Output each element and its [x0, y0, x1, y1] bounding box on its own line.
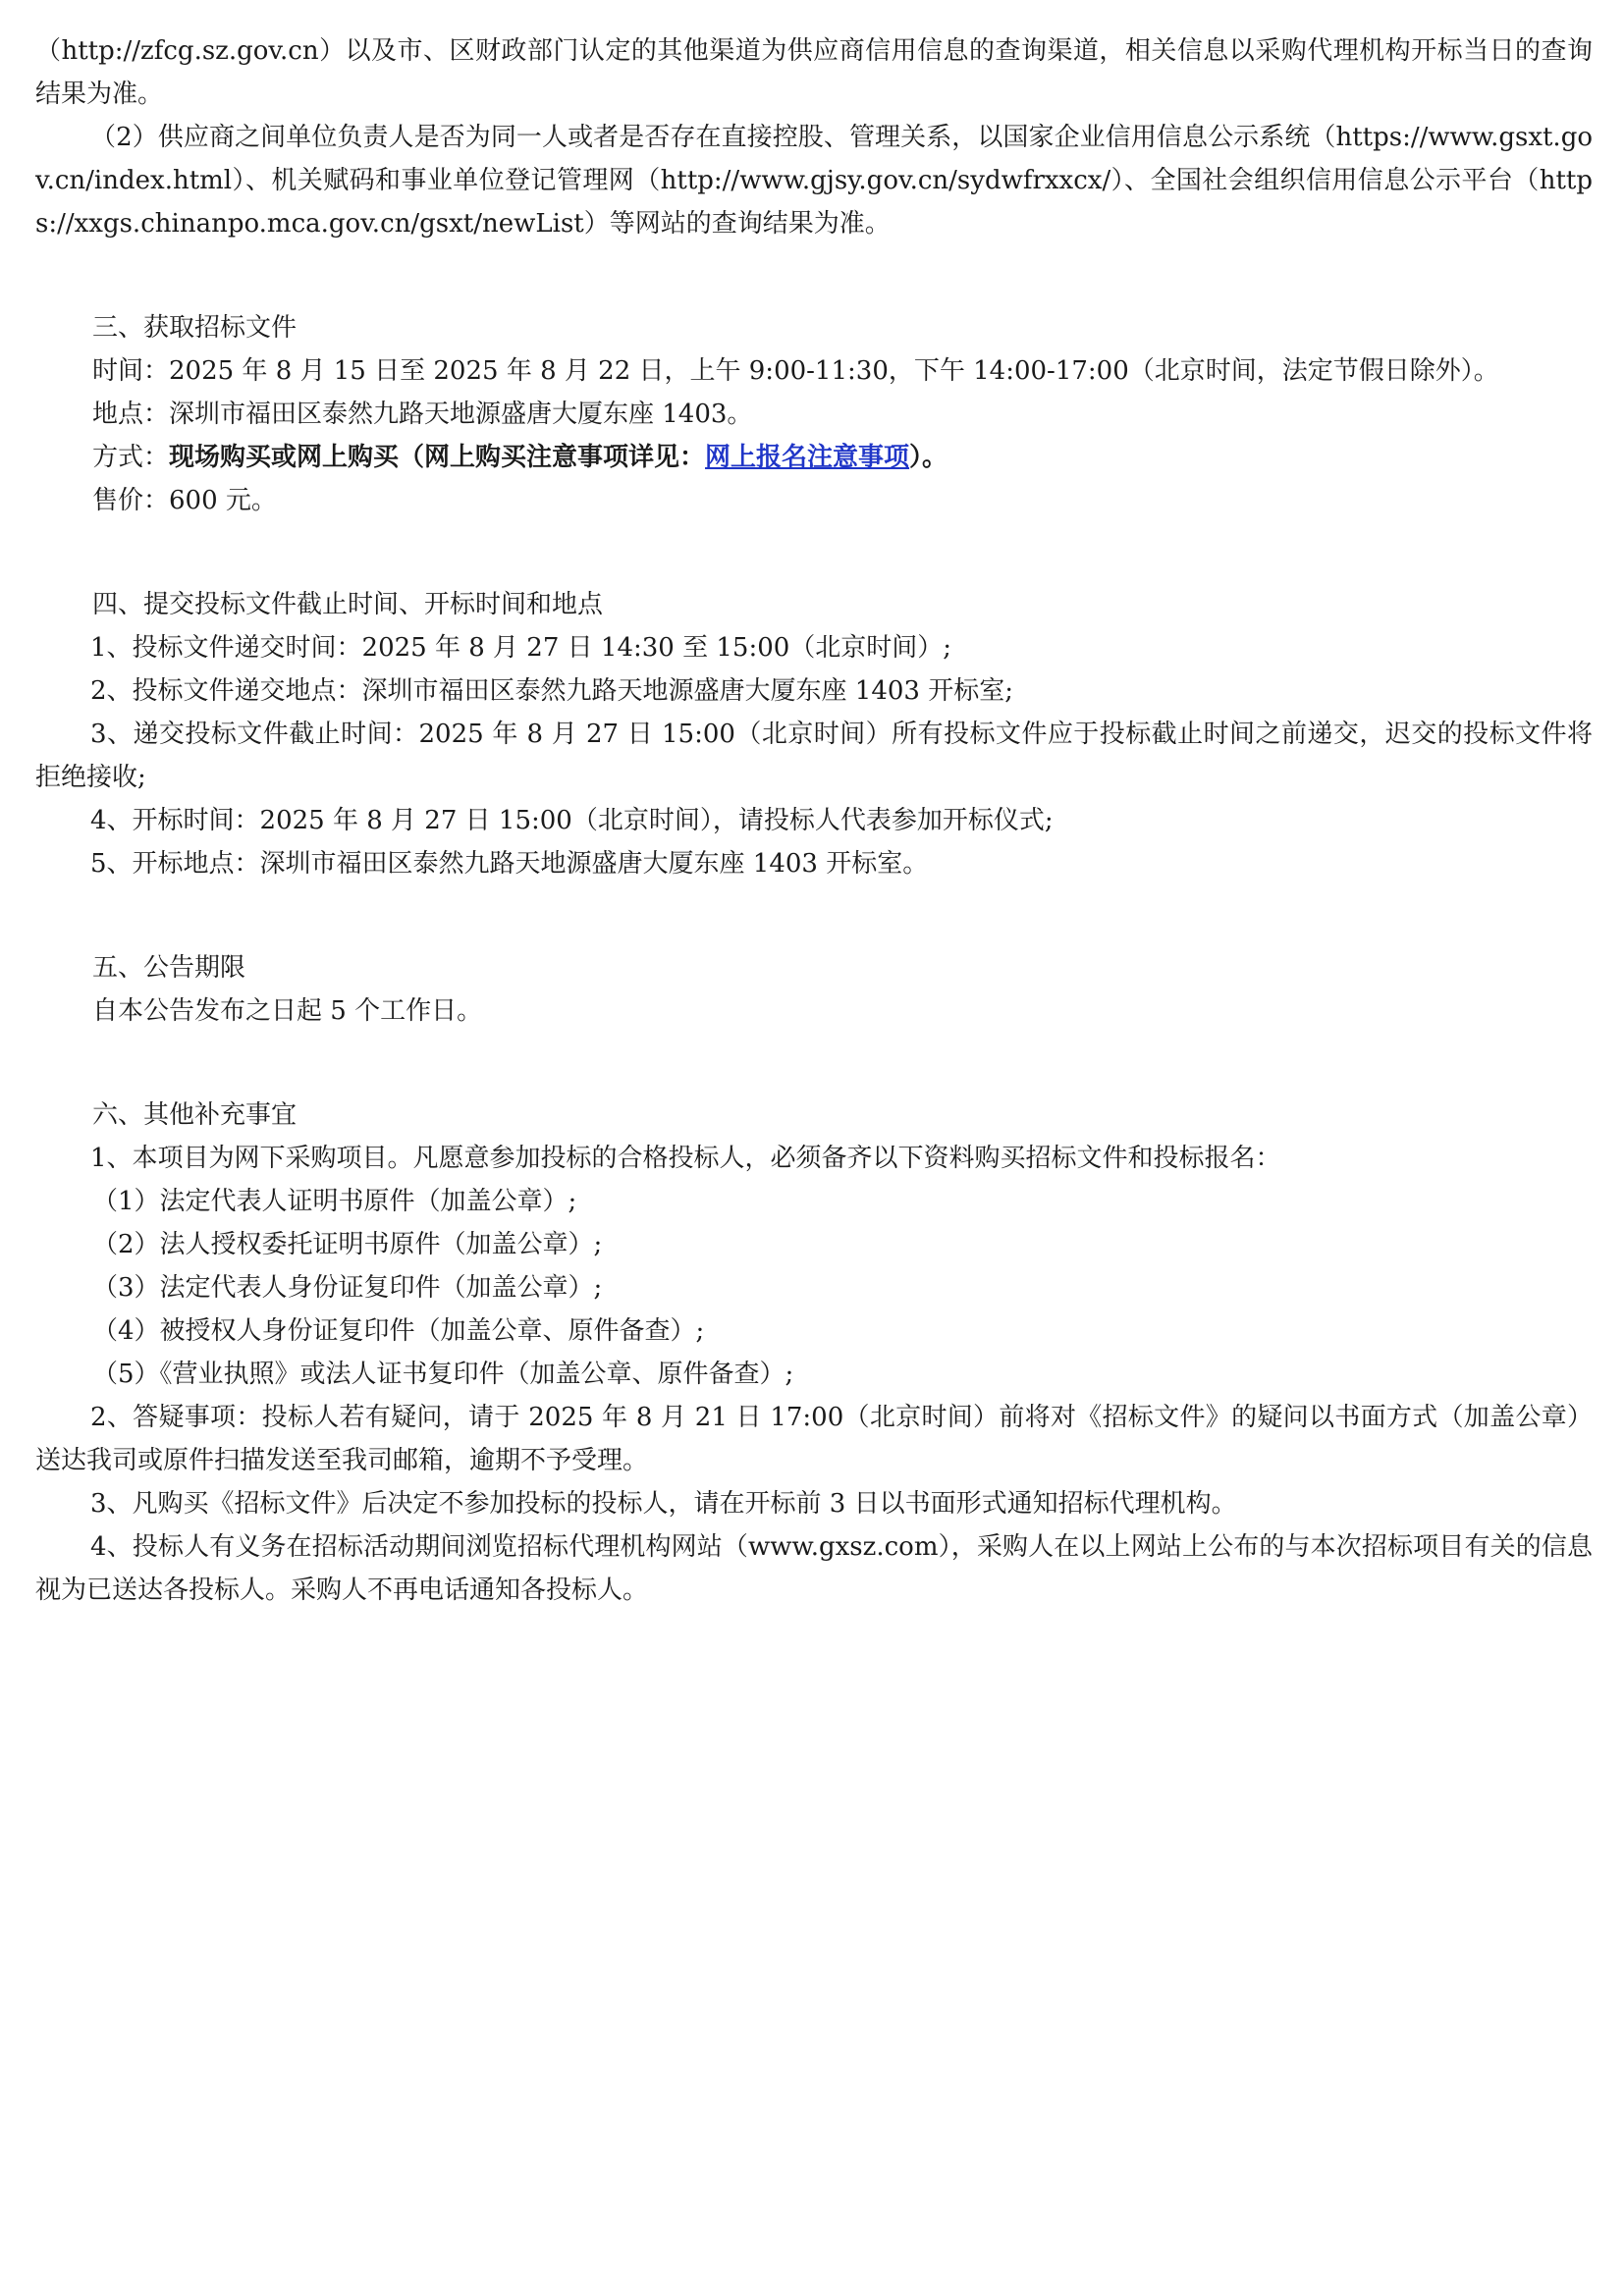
spacer: [35, 1033, 1593, 1094]
section-6-title: 六、其他补充事宜: [92, 1100, 298, 1130]
section-6-subitem-3: （3）法定代表人身份证复印件（加盖公章）;: [92, 1273, 603, 1303]
section-6-item-1: 1、本项目为网下采购项目。凡愿意参加投标的合格投标人，必须备齐以下资料购买招标文件和投标报名：: [90, 1144, 1281, 1173]
document-page: [35, 29, 1593, 1612]
section-4-item-2: 2、投标文件递交地点：深圳市福田区泰然九路天地源盛唐大厦东座 1403 开标室;: [90, 676, 1013, 706]
online-registration-link[interactable]: 网上报名注意事项: [705, 443, 910, 472]
section-4-item-4: 4、开标时间：2025 年 8 月 27 日 15:00（北京时间），请投标人代表参加开标仪式;: [90, 806, 1054, 835]
section-5-title: 五、公告期限: [92, 953, 246, 983]
section-6-item-3: 3、凡购买《招标文件》后决定不参加投标的投标人，请在开标前 3 日以书面形式通知招标代理机构。: [90, 1489, 1237, 1519]
intro-paragraph-1: （http://zfcg.sz.gov.cn）以及市、区财政部门认定的其他渠道为供应商信用信息的查询渠道，相关信息以采购代理机构开标当日的查询结果为准。: [35, 36, 1593, 109]
section-3-method: [35, 436, 1593, 479]
section-6-subitem-4: （4）被授权人身份证复印件（加盖公章、原件备查）;: [92, 1316, 705, 1346]
spacer: [35, 522, 1593, 583]
spacer: [35, 885, 1593, 946]
section-3-title: 三、获取招标文件: [92, 313, 298, 343]
section-6-item-4: 4、投标人有义务在招标活动期间浏览招标代理机构网站（www.gxsz.com），采购人在以上网站上公布的与本次招标项目有关的信息视为已送达各投标人。采购人不再电话通知各投标人。: [35, 1532, 1593, 1605]
section-6-subitem-2: （2）法人授权委托证明书原件（加盖公章）;: [92, 1230, 603, 1259]
section-3-place: 地点：深圳市福田区泰然九路天地源盛唐大厦东座 1403。: [92, 400, 753, 429]
section-4-item-5: 5、开标地点：深圳市福田区泰然九路天地源盛唐大厦东座 1403 开标室。: [90, 849, 929, 879]
spacer: [35, 245, 1593, 306]
section-3-price: 售价：600 元。: [92, 486, 277, 515]
section-3-time: 时间：2025 年 8 月 15 日至 2025 年 8 月 22 日，上午 9:00-11:30，下午 14:00-17:00（北京时间，法定节假日除外）。: [92, 356, 1499, 386]
section-6-subitem-1: （1）法定代表人证明书原件（加盖公章）;: [92, 1187, 577, 1216]
section-4-item-3: 3、递交投标文件截止时间：2025 年 8 月 27 日 15:00（北京时间）所有投标文件应于投标截止时间之前递交，迟交的投标文件将拒绝接收;: [35, 720, 1593, 792]
section-4-item-1: 1、投标文件递交时间：2025 年 8 月 27 日 14:30 至 15:00（北京时间）;: [90, 633, 952, 663]
method-text: 现场购买或网上购买（网上购买注意事项详见：: [169, 443, 706, 472]
section-5-text: 自本公告发布之日起 5 个工作日。: [92, 996, 483, 1026]
method-tail: ）。: [909, 443, 948, 472]
intro-paragraph-2: （2）供应商之间单位负责人是否为同一人或者是否存在直接控股、管理关系，以国家企业信用信息公示系统（https://www.gsxt.gov.cn/index.html）、机关赋码和事业单位登记管理网（http://www.gjsy.gov.cn/sydwfrxxcx/）、全国社会组织信用信息公示平台（https://xxgs.chinanpo.mca.gov.cn/gsxt/newList）等网站的查询结果为准。: [35, 123, 1593, 239]
section-4-title: 四、提交投标文件截止时间、开标时间和地点: [92, 590, 604, 619]
method-label: 方式：: [92, 443, 170, 472]
section-6-subitem-5: （5）《营业执照》或法人证书复印件（加盖公章、原件备查）;: [92, 1360, 794, 1389]
section-6-item-2: 2、答疑事项：投标人若有疑问，请于 2025 年 8 月 21 日 17:00（北京时间）前将对《招标文件》的疑问以书面方式（加盖公章）送达我司或原件扫描发送至我司邮箱，逾期不予受理。: [35, 1403, 1593, 1475]
